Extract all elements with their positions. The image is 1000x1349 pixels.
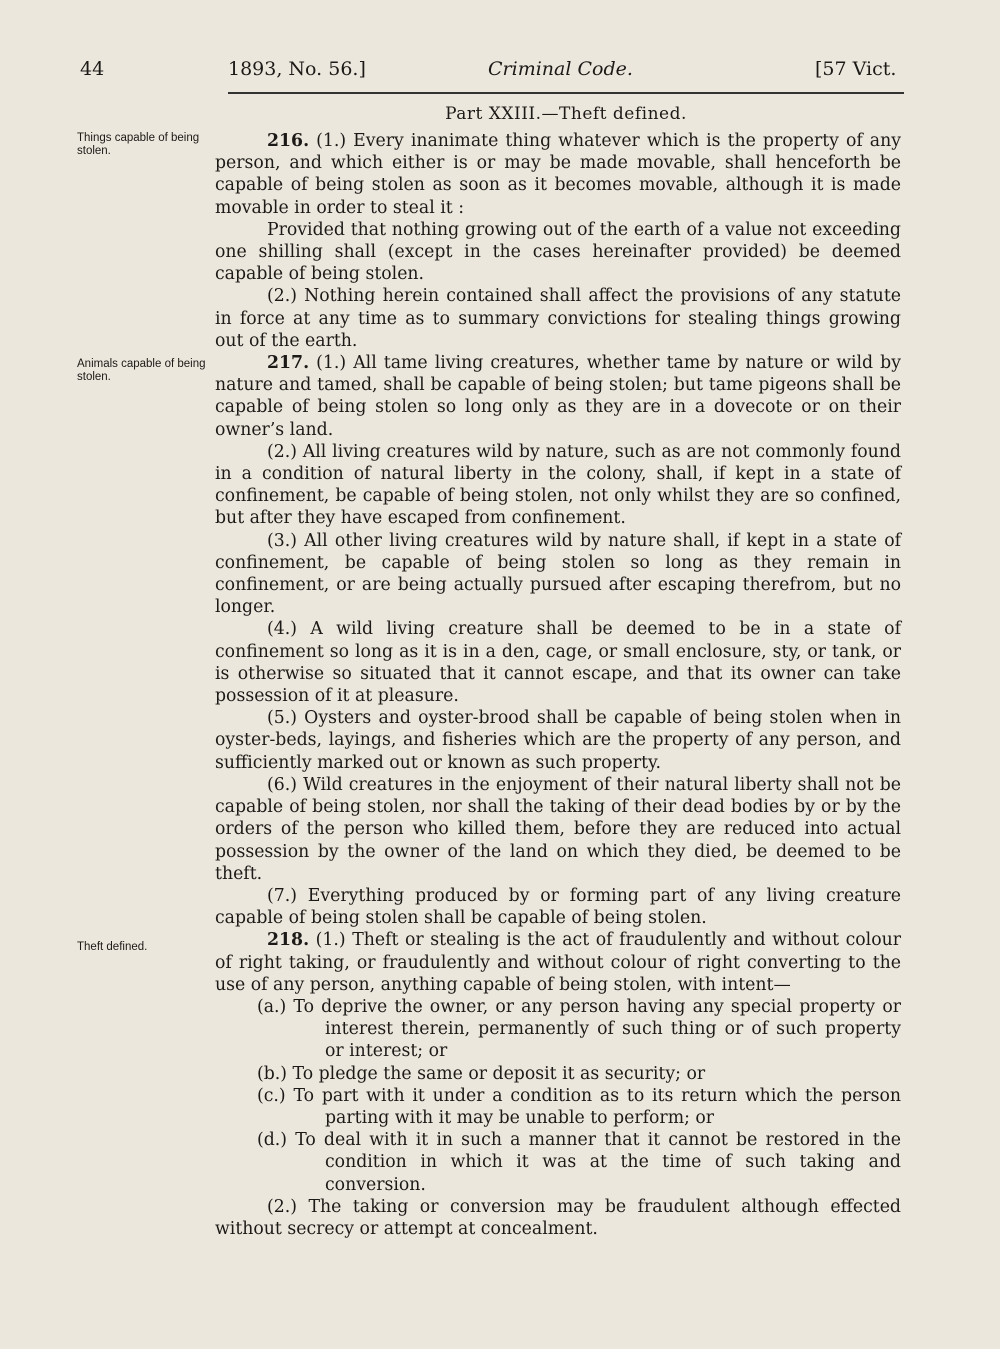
section-number: 216. xyxy=(267,131,310,151)
paragraph xyxy=(215,774,901,885)
clause: (b.) To pledge the same or deposit it as security; or xyxy=(257,1063,706,1084)
paragraph xyxy=(215,707,901,774)
section-number: 217. xyxy=(267,353,310,374)
header-rule xyxy=(228,92,904,94)
paragraph-text: (1.) Theft or stealing is the act of fraudulently and without colour of right taking, or fraudulently and without colour of right converting to the use of any person, anything capable of being stolen, with intent— xyxy=(215,930,901,995)
clause: (a.) To deprive the owner, or any person having any special property or interest therein, permanently of such thing or of such property or interest; or xyxy=(257,996,901,1062)
paragraph-text: (1.) Every inanimate thing whatever which is the property of any person, and which either is or may be made movable, shall henceforth be capable of being stolen as soon as it becomes movable, although it is made movable in order to steal it : xyxy=(215,131,901,218)
part-heading: Part XXIII.—Theft defined. xyxy=(445,104,687,124)
act-reference: 1893, No. 56.] xyxy=(228,58,366,80)
statute-body xyxy=(215,130,901,1240)
clause: (d.) To deal with it in such a manner that it cannot be restored in the condition in which it was at the time of such taking and conversion. xyxy=(257,1130,901,1195)
paragraph xyxy=(215,352,901,441)
paragraph-text: Provided that nothing growing out of the earth of a value not exceeding one shilling shall (except in the cases hereinafter provided) be deemed capable of being stolen. xyxy=(215,219,901,285)
regnal-year: [57 Vict. xyxy=(815,58,897,80)
paragraph xyxy=(215,285,901,352)
paragraph xyxy=(215,441,901,530)
clause: (c.) To part with it under a condition as to its return which the person parting with it may be unable to perform; or xyxy=(257,1085,901,1128)
paragraph xyxy=(215,929,901,996)
paragraph xyxy=(215,530,901,619)
margin-note: Things capable of being stolen. xyxy=(77,132,200,157)
paragraph-text: (7.) Everything produced by or forming part of any living creature capable of being stolen shall be capable of being stolen. xyxy=(215,885,901,929)
paragraph xyxy=(215,130,901,219)
header-title: Criminal Code. xyxy=(488,58,633,80)
paragraph: (2.) The taking or conversion may be fraudulent although effected without secrecy or attempt at concealment. xyxy=(215,1196,901,1239)
page-number: 44 xyxy=(80,58,105,80)
paragraph xyxy=(215,885,901,929)
paragraph-text: (2.) Nothing herein contained shall affect the provisions of any statute in force at any time as to summary convictions for stealing things growing out of the earth. xyxy=(215,286,901,351)
section-number: 218. xyxy=(267,930,310,951)
running-header xyxy=(0,58,1000,86)
margin-note: Animals capable of being stolen. xyxy=(77,358,206,383)
paragraph-text: (2.) All living creatures wild by nature, such as are not commonly found in a condition of natural liberty in the colony, shall, if kept in a state of confinement, be capable of being stolen, not only whilst they are so confined, but after they have escaped from confinement. xyxy=(215,441,901,529)
paragraph-text: (4.) A wild living creature shall be deemed to be in a state of confinement so long as it is in a den, cage, or small enclosure, sty, or tank, or is otherwise so situated that it cannot escape, and that its owner can take possession of it at pleasure. xyxy=(215,619,901,707)
paragraph-text: (1.) All tame living creatures, whether tame by nature or wild by nature and tamed, shall be capable of being stolen; but tame pigeons shall be capable of being stolen so long only as they are in a dovecote or on their owner’s land. xyxy=(215,353,901,440)
paragraph xyxy=(215,618,901,707)
paragraph-text: (5.) Oysters and oyster-brood shall be capable of being stolen when in oyster-beds, layings, and fisheries which are the property of any person, and sufficiently marked out or known as such property. xyxy=(215,708,901,773)
paragraph xyxy=(215,219,901,286)
paragraph-text: (3.) All other living creatures wild by nature shall, if kept in a state of confinement, be capable of being stolen so long as they remain in confinement, or are being actually pursued after escaping therefrom, but no longer. xyxy=(215,530,901,618)
margin-note: Theft defined. xyxy=(77,941,148,953)
paragraph-text: (6.) Wild creatures in the enjoyment of their natural liberty shall not be capable of being stolen, nor shall the taking of their dead bodies by or by the orders of the person who killed them, before they are reduced into actual possession by the owner of the land on which they died, be deemed to be theft. xyxy=(215,774,901,884)
